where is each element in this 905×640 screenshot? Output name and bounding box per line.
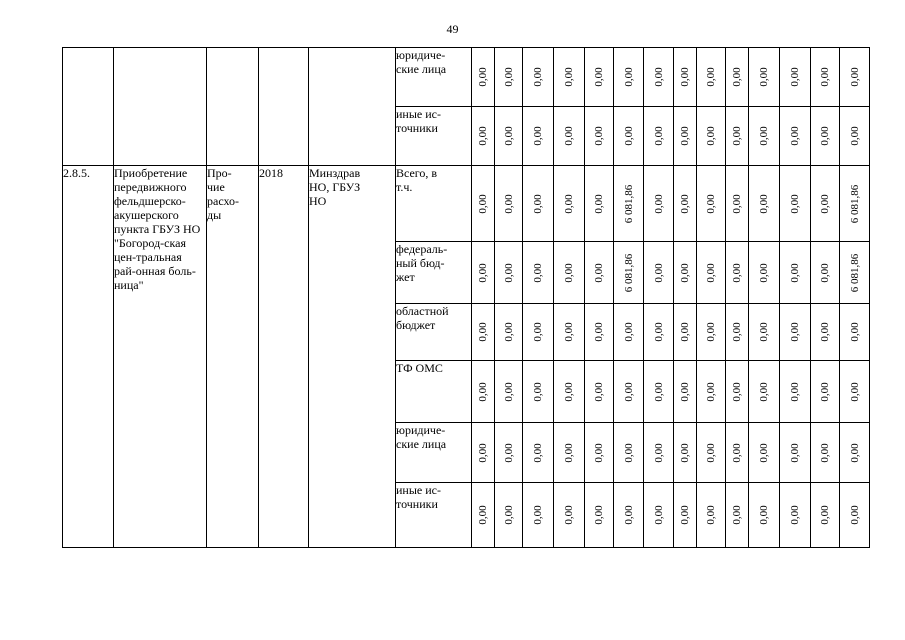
value-text: 0,00 — [477, 442, 489, 463]
value-text: 0,00 — [819, 262, 831, 283]
value-text: 0,00 — [679, 126, 691, 146]
value-text: 0,00 — [502, 67, 515, 87]
item-name: Приобретение передвижного фельдшерско-акушерского пункта ГБУЗ НО "Богород-ская цен-тральная рай-онная боль-ница" — [114, 166, 207, 548]
value-text: 0,00 — [477, 193, 489, 214]
value-cell — [674, 166, 697, 242]
value-text: 0,00 — [789, 505, 801, 525]
value-text: 0,00 — [563, 322, 575, 342]
value-text: 0,00 — [477, 67, 489, 87]
value-cell — [614, 242, 644, 304]
value-cell — [472, 107, 495, 166]
value-cell — [523, 48, 554, 107]
value-text: 0,00 — [679, 322, 691, 342]
value-cell — [840, 107, 870, 166]
value-text: 0,00 — [731, 126, 743, 146]
value-text: 0,00 — [502, 381, 515, 402]
value-cell — [523, 361, 554, 423]
value-text: 0,00 — [502, 262, 515, 283]
value-text: 0,00 — [705, 126, 717, 146]
value-cell — [523, 304, 554, 361]
value-text: 0,00 — [532, 442, 544, 463]
value-text: 0,00 — [477, 381, 489, 402]
empty-cell — [114, 48, 207, 166]
value-cell — [726, 423, 749, 483]
value-cell — [780, 423, 811, 483]
value-cell — [811, 483, 840, 548]
value-cell — [472, 48, 495, 107]
value-cell — [585, 166, 614, 242]
value-text: 0,00 — [705, 381, 717, 402]
value-text: 0,00 — [622, 505, 635, 525]
value-cell — [811, 107, 840, 166]
value-text: 0,00 — [679, 193, 691, 214]
value-cell — [495, 48, 523, 107]
value-text: 0,00 — [819, 67, 831, 87]
value-text: 0,00 — [652, 442, 665, 463]
value-cell — [644, 242, 674, 304]
value-text: 0,00 — [819, 126, 831, 146]
value-cell — [674, 423, 697, 483]
value-text: 0,00 — [563, 126, 575, 146]
value-text: 0,00 — [622, 67, 635, 87]
value-text: 0,00 — [731, 262, 743, 283]
value-text: 0,00 — [705, 262, 717, 283]
funding-source: иные ис- точники — [396, 483, 472, 548]
value-text: 0,00 — [563, 381, 575, 402]
value-cell — [840, 361, 870, 423]
value-cell — [554, 48, 585, 107]
value-cell — [523, 423, 554, 483]
funding-source: Всего, в т.ч. — [396, 166, 472, 242]
value-cell — [585, 242, 614, 304]
value-text: 0,00 — [819, 322, 831, 342]
value-cell — [495, 483, 523, 548]
value-text: 0,00 — [758, 193, 770, 214]
value-text: 0,00 — [705, 67, 717, 87]
value-cell — [585, 304, 614, 361]
funding-source: иные ис- точники — [396, 107, 472, 166]
value-cell — [495, 361, 523, 423]
value-cell — [614, 423, 644, 483]
value-cell — [472, 166, 495, 242]
value-text: 0,00 — [593, 126, 605, 146]
value-cell — [644, 48, 674, 107]
value-cell — [674, 361, 697, 423]
value-text: 0,00 — [731, 67, 743, 87]
value-text: 0,00 — [731, 322, 743, 342]
value-text: 0,00 — [679, 262, 691, 283]
value-text: 0,00 — [532, 67, 544, 87]
value-cell — [749, 361, 780, 423]
value-cell — [523, 166, 554, 242]
value-cell — [614, 107, 644, 166]
value-text: 0,00 — [652, 322, 665, 342]
value-text: 0,00 — [622, 442, 635, 463]
value-cell — [749, 242, 780, 304]
value-text: 0,00 — [652, 262, 665, 283]
value-cell — [811, 423, 840, 483]
value-cell — [749, 48, 780, 107]
value-text: 6 081,86 — [848, 184, 861, 223]
empty-cell — [63, 48, 114, 166]
value-cell — [840, 304, 870, 361]
value-text: 0,00 — [731, 505, 743, 525]
value-cell — [614, 361, 644, 423]
value-text: 0,00 — [532, 262, 544, 283]
value-text: 0,00 — [563, 262, 575, 283]
value-text: 0,00 — [731, 442, 743, 463]
value-cell — [674, 483, 697, 548]
value-cell — [697, 423, 726, 483]
value-text: 0,00 — [622, 322, 635, 342]
value-text: 6 081,86 — [622, 253, 635, 292]
value-cell — [554, 304, 585, 361]
value-text: 0,00 — [758, 381, 770, 402]
value-text: 0,00 — [848, 505, 861, 525]
value-text: 0,00 — [502, 442, 515, 463]
value-text: 0,00 — [758, 67, 770, 87]
value-cell — [726, 242, 749, 304]
value-cell — [472, 423, 495, 483]
value-text: 0,00 — [593, 262, 605, 283]
value-text: 0,00 — [758, 505, 770, 525]
value-cell — [811, 242, 840, 304]
value-text: 0,00 — [705, 322, 717, 342]
value-text: 0,00 — [593, 67, 605, 87]
value-text: 0,00 — [789, 193, 801, 214]
value-cell — [554, 166, 585, 242]
value-text: 0,00 — [593, 505, 605, 525]
value-cell — [697, 107, 726, 166]
value-cell — [472, 483, 495, 548]
value-cell — [472, 304, 495, 361]
value-cell — [585, 48, 614, 107]
funding-source: юридиче- ские лица — [396, 48, 472, 107]
value-text: 0,00 — [848, 381, 861, 402]
value-text: 0,00 — [532, 126, 544, 146]
item-year: 2018 — [259, 166, 309, 548]
value-text: 0,00 — [848, 322, 861, 342]
value-cell — [644, 483, 674, 548]
value-cell — [749, 483, 780, 548]
value-cell — [811, 304, 840, 361]
value-cell — [554, 423, 585, 483]
value-cell — [780, 107, 811, 166]
funding-source: федераль- ный бюд- жет — [396, 242, 472, 304]
value-cell — [585, 361, 614, 423]
value-cell — [780, 361, 811, 423]
value-text: 0,00 — [477, 262, 489, 283]
value-text: 0,00 — [731, 381, 743, 402]
value-text: 0,00 — [532, 193, 544, 214]
expense-type: Про- чие расхо- ды — [207, 166, 259, 548]
value-text: 0,00 — [679, 442, 691, 463]
value-cell — [674, 304, 697, 361]
value-cell — [726, 304, 749, 361]
value-cell — [749, 304, 780, 361]
empty-cell — [259, 48, 309, 166]
value-cell — [840, 483, 870, 548]
value-cell — [726, 483, 749, 548]
value-cell — [840, 242, 870, 304]
value-text: 0,00 — [652, 193, 665, 214]
value-text: 0,00 — [532, 381, 544, 402]
value-cell — [726, 166, 749, 242]
value-cell — [674, 48, 697, 107]
value-cell — [614, 483, 644, 548]
value-text: 0,00 — [563, 505, 575, 525]
value-text: 0,00 — [789, 67, 801, 87]
table-row — [63, 166, 870, 242]
table-row — [63, 48, 870, 107]
value-cell — [697, 304, 726, 361]
budget-table — [62, 47, 870, 548]
value-text: 0,00 — [758, 126, 770, 146]
value-cell — [472, 242, 495, 304]
empty-cell — [309, 48, 396, 166]
value-text: 0,00 — [819, 442, 831, 463]
value-cell — [644, 166, 674, 242]
value-cell — [749, 166, 780, 242]
value-text: 0,00 — [652, 381, 665, 402]
value-cell — [644, 107, 674, 166]
value-cell — [780, 483, 811, 548]
value-cell — [697, 48, 726, 107]
value-cell — [614, 48, 644, 107]
funding-source: областной бюджет — [396, 304, 472, 361]
value-text: 0,00 — [789, 126, 801, 146]
value-cell — [644, 361, 674, 423]
value-cell — [554, 361, 585, 423]
value-text: 0,00 — [758, 442, 770, 463]
value-cell — [749, 107, 780, 166]
funding-source: юридиче- ские лица — [396, 423, 472, 483]
value-cell — [780, 304, 811, 361]
value-text: 0,00 — [477, 322, 489, 342]
value-cell — [523, 107, 554, 166]
value-text: 0,00 — [705, 505, 717, 525]
value-text: 0,00 — [758, 322, 770, 342]
value-text: 6 081,86 — [622, 184, 635, 223]
value-cell — [726, 361, 749, 423]
value-cell — [726, 107, 749, 166]
value-cell — [674, 242, 697, 304]
value-text: 0,00 — [563, 67, 575, 87]
funding-source: ТФ ОМС — [396, 361, 472, 423]
value-text: 0,00 — [789, 442, 801, 463]
value-text: 0,00 — [502, 505, 515, 525]
value-cell — [726, 48, 749, 107]
value-text: 0,00 — [819, 505, 831, 525]
value-cell — [840, 166, 870, 242]
value-text: 0,00 — [819, 193, 831, 214]
value-cell — [585, 483, 614, 548]
value-text: 0,00 — [502, 322, 515, 342]
value-cell — [495, 423, 523, 483]
value-cell — [644, 304, 674, 361]
value-cell — [674, 107, 697, 166]
value-text: 0,00 — [848, 126, 861, 146]
value-cell — [495, 166, 523, 242]
value-text: 0,00 — [758, 262, 770, 283]
value-text: 0,00 — [731, 193, 743, 214]
value-text: 0,00 — [593, 193, 605, 214]
value-cell — [554, 107, 585, 166]
value-cell — [840, 48, 870, 107]
value-text: 0,00 — [789, 381, 801, 402]
page-number: 49 — [446, 22, 459, 36]
value-text: 0,00 — [652, 126, 665, 146]
value-text: 0,00 — [679, 381, 691, 402]
empty-cell — [207, 48, 259, 166]
value-cell — [614, 304, 644, 361]
value-text: 0,00 — [789, 262, 801, 283]
value-cell — [780, 242, 811, 304]
value-text: 0,00 — [502, 193, 515, 214]
value-text: 0,00 — [622, 381, 635, 402]
value-text: 0,00 — [819, 381, 831, 402]
value-cell — [523, 242, 554, 304]
value-text: 0,00 — [848, 442, 861, 463]
value-text: 0,00 — [477, 505, 489, 525]
value-text: 0,00 — [652, 505, 665, 525]
value-text: 0,00 — [502, 126, 515, 146]
value-text: 6 081,86 — [848, 253, 861, 292]
value-cell — [697, 483, 726, 548]
value-cell — [697, 242, 726, 304]
value-cell — [780, 166, 811, 242]
value-text: 0,00 — [532, 505, 544, 525]
value-cell — [495, 242, 523, 304]
value-cell — [495, 304, 523, 361]
value-text: 0,00 — [789, 322, 801, 342]
item-number: 2.8.5. — [63, 166, 114, 548]
item-executor: Минздрав НО, ГБУЗ НО — [309, 166, 396, 548]
value-text: 0,00 — [563, 193, 575, 214]
value-cell — [644, 423, 674, 483]
value-text: 0,00 — [563, 442, 575, 463]
value-text: 0,00 — [679, 505, 691, 525]
value-text: 0,00 — [848, 67, 861, 87]
value-text: 0,00 — [705, 193, 717, 214]
value-cell — [554, 483, 585, 548]
value-text: 0,00 — [593, 442, 605, 463]
value-cell — [840, 423, 870, 483]
value-cell — [811, 166, 840, 242]
value-cell — [811, 48, 840, 107]
value-cell — [811, 361, 840, 423]
value-cell — [614, 166, 644, 242]
value-text: 0,00 — [593, 381, 605, 402]
value-text: 0,00 — [652, 67, 665, 87]
value-cell — [780, 48, 811, 107]
value-cell — [697, 361, 726, 423]
value-text: 0,00 — [679, 67, 691, 87]
value-text: 0,00 — [477, 126, 489, 146]
value-cell — [495, 107, 523, 166]
value-cell — [697, 166, 726, 242]
value-cell — [554, 242, 585, 304]
value-text: 0,00 — [622, 126, 635, 146]
value-cell — [472, 361, 495, 423]
value-cell — [749, 423, 780, 483]
value-text: 0,00 — [593, 322, 605, 342]
value-cell — [585, 423, 614, 483]
value-cell — [523, 483, 554, 548]
value-cell — [585, 107, 614, 166]
value-text: 0,00 — [532, 322, 544, 342]
value-text: 0,00 — [705, 442, 717, 463]
